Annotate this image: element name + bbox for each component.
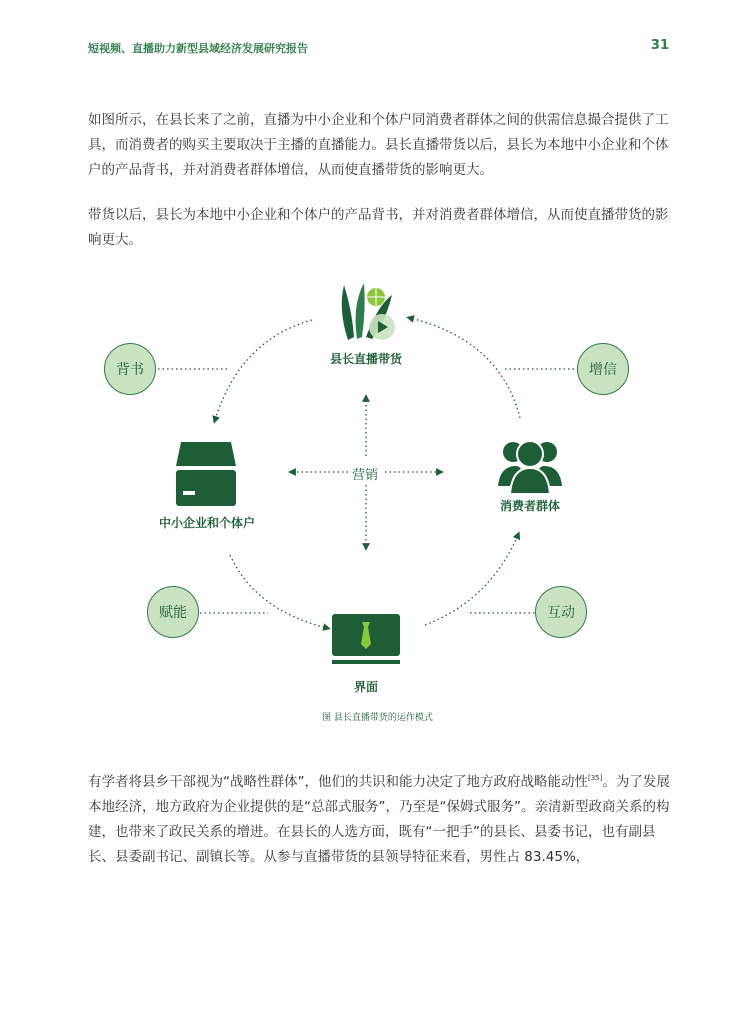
page-number: 31	[650, 38, 669, 53]
reference-marker: [35]	[588, 774, 603, 782]
bottom-node-label: 界面	[354, 680, 379, 694]
report-title: 短视频、直播助力新型县域经济发展研究报告	[88, 42, 308, 55]
endorse-circle: 背书	[104, 343, 156, 395]
top-node-label: 县长直播带货	[330, 352, 403, 366]
paragraph-3-part-2: 。为了发展本地经济，地方政府为企业提供的是“总部式服务”，乃至是“保姆式服务”。亲清新型政商关系的构建，也带来了政民关系的增进。在县长的人选方面，既有“一把手”的县长、县委书记，也有副县长、县委副书记、副镇长等。从参与直播带货的县领导特征来看，男性占 83.45%，	[88, 774, 670, 865]
paragraph-1: 如图所示，在县长来了之前，直播为中小企业和个体户同消费者群体之间的供需信息撮合提供了工具，而消费者的购买主要取决于主播的直播能力。县长直播带货以后，县长为本地中小企业和个体户的产品背书，并对消费者群体增信，从而使直播带货的影响更大。	[88, 112, 669, 178]
credit-circle: 增信	[577, 343, 629, 395]
right-node-label: 消费者群体	[500, 499, 561, 513]
empower-circle: 赋能	[147, 586, 199, 638]
paragraph-3-part-1: 有学者将县乡干部视为“战略性群体”，他们的共识和能力决定了地方政府战略能动性	[88, 774, 588, 790]
left-node-label: 中小企业和个体户	[159, 516, 256, 530]
paragraph-2: 带货以后，县长为本地中小企业和个体户的产品背书，并对消费者群体增信，从而使直播带货的影响更大。	[88, 207, 669, 248]
interact-circle: 互动	[535, 586, 587, 638]
center-label: 营销	[349, 464, 381, 483]
operation-model-diagram	[90, 270, 665, 730]
figure-caption: 图 县长直播带货的运作模式	[322, 713, 433, 723]
paragraph-3	[88, 766, 673, 870]
